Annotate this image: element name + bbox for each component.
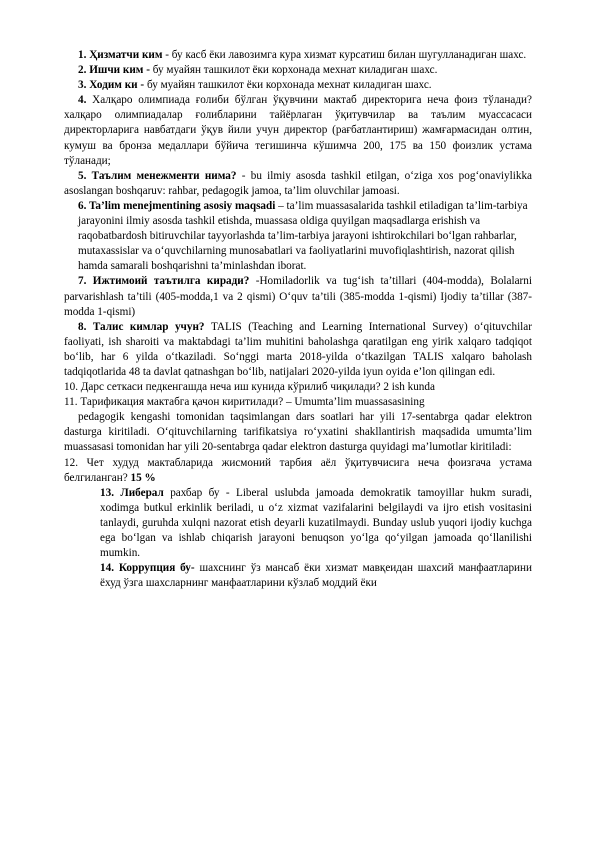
item-11: 11. Тарификация мактабга қачон киритилади? – Umumta’lim muassasasining (64, 396, 425, 409)
item-7: 7. Ижтимоий таътилга киради? -Homiladorlik va tug‘ish ta’tillari (404-modda), Bolalarni parvarishlash ta’tili (405-modda,1 va 2 qismi) O‘quv ta’tili (385-modda 1-qismi) Ijodiy ta’tillar (387-modda 1-qismi) (64, 275, 532, 318)
item-12: 12. Чет худуд мактабларида жисмоний тарбия аёл ўқитувчисига неча фоизгача устама белгиланган? 15 % (64, 456, 532, 484)
item-2: 2. Ишчи ким - бу муайян ташкилот ёки корхонада мехнат киладиган шахс. (78, 64, 438, 77)
item-3: 3. Ходим ки - бу муайян ташкилот ёки корхонада мехнат киладиган шахс. (78, 79, 432, 92)
item-14: 14. Коррупция бу- шахснинг ўз мансаб ёки хизмат мавқеидан шахсий манфаатларини ёхуд ўзга шахсларнинг манфаатларини кўзлаб моддий ёки (100, 562, 533, 590)
item-6: 6. Ta’lim menejmentining asosiy maqsadi – ta’lim muassasalarida tashkil etiladigan ta’lim-tarbiya jarayonini ilmiy asosda tashkil etishda, muassasa oldiga quyilgan maqsadlarga erishish va raqobatbardosh bitiruvchilar tayyorlashda ta’lim-tarbiya jarayoni ishtirokchilari bo‘lgan rahbarlar, mutaxassislar va o‘quvchilarning munosabatlari va faoliyatlarini muvofiqlashtirish, nazorat qilish hamda samarali boshqarishni ta’minlashdan iborat. (78, 199, 528, 273)
item-10: 10. Дарс сеткаси педкенгашда неча иш кунида кўрилиб чиқилади? 2 ish kunda (64, 381, 435, 394)
item-4: 4. Халқаро олимпиада ғолиби бўлган ўқувчини мактаб директорига неча фоиз тўланади? халқаро олимпиадалар ғолибларини тайёрлаган ўқитувчилар ва таълим муассасаси директорларига навбатдаги ўқув йили учун директор (рағбатлантириш) жамғармасидан олтин, кумуш ва бронза медаллари бўйича тегишинча кўшимча 200, 175 ва 150 фоизлик устама тўланади; (64, 94, 532, 167)
item-1: 1. Ҳизматчи ким - бу касб ёки лавозимга кура хизмат курсатиш билан шугулланадиган шахс. (78, 49, 527, 61)
item-8: 8. Талис кимлар учун? TALIS (Teaching and Learning International Survey) o‘qituvchilar faoliyati, ish sharoiti va maktabdagi ta’lim muhitini baholashga qaratilgan eng yirik xalqaro tadqiqot bo‘lib, har 6 yilda o‘tkaziladi. So‘nggi marta 2018-yilda o‘tkazilgan TALIS xalqaro baholash tadqiqotlarida 48 ta davlat qatnashgan bo‘lib, natijalari 2020-yilda iyun oyida e’lon qilingan edi. (64, 320, 532, 378)
item-13: 13. Либерал рахбар бу - Liberal uslubda jamoada demokratik tamoyillar hukm suradi, xodimga butkul erkinlik beriladi, u o‘z xizmat vazifalarini belgilaydi va ijro etish vositasini tanlaydi, guruhda xulqni nazorat etish deyarli kuzatilmaydi. Bunday uslub yuqori ijodiy kuchga ega bo‘lgan va ishlab chiqarish jarayoni benuqson yo‘lga qo‘yilgan jamoada qo‘llanilishi mumkin. (100, 486, 532, 560)
item-11-body: pedagogik kengashi tomonidan taqsimlangan dars soatlari har yili 17-sentabrga qadar elektron dasturga kiritiladi. O‘qituvchilarning tarifikatsiya ro‘yxatini shakllantirish maqsadida umumta’lim muassasasi tomonidan har yili 20-sentabrga qadar elektron dasturga quyidagi ma’lumotlar kiritiladi: (64, 411, 532, 454)
document-page (64, 48, 532, 591)
item-5: 5. Таълим менежменти нима? - bu ilmiy asosda tashkil etilgan, o‘ziga xos pog‘onaviylikka asoslangan boshqaruv: rahbar, pedagogik jamoa, ta’lim oluvchilar jamoasi. (64, 169, 532, 197)
